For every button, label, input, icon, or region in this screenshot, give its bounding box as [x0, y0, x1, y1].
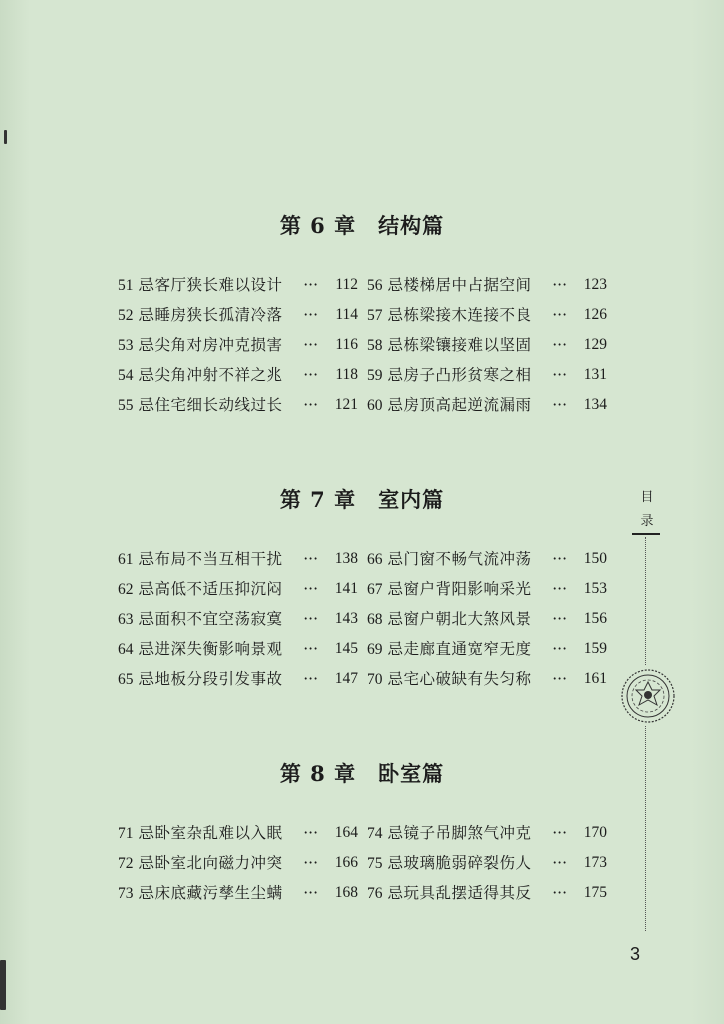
entry-title: 忌尖角对房冲克损害 [138, 336, 283, 354]
toc-entry[interactable] [367, 664, 607, 694]
side-label-bottom: 录 [640, 514, 654, 529]
toc-column-left [118, 818, 358, 908]
entry-number: 54 [118, 367, 134, 384]
chapter-heading [0, 484, 724, 514]
toc-column-right [367, 544, 607, 694]
entry-title: 忌栋梁接木连接不良 [387, 306, 532, 324]
entry-number: 58 [367, 337, 383, 354]
side-dotted-line [645, 726, 646, 931]
toc-entry[interactable] [367, 878, 607, 908]
chapter-number: 第 8 章 [279, 761, 357, 786]
entry-number: 62 [118, 581, 134, 598]
toc-column-right [367, 270, 607, 420]
leader-dots: ··· [552, 670, 567, 688]
entry-page-number: 141 [334, 580, 358, 597]
entry-page-number: 116 [335, 336, 358, 353]
entry-page-number: 129 [583, 336, 607, 353]
toc-entry[interactable] [118, 300, 358, 330]
entry-title: 忌住宅细长动线过长 [138, 396, 283, 414]
toc-entry[interactable] [118, 818, 358, 848]
entry-title: 忌床底藏污孳生尘螨 [138, 884, 283, 902]
entry-title: 忌卧室杂乱难以入眠 [138, 824, 283, 842]
toc-entry[interactable] [118, 878, 358, 908]
entry-page-number: 121 [334, 396, 358, 413]
toc-entry[interactable] [118, 360, 358, 390]
entry-title: 忌客厅狭长难以设计 [138, 276, 283, 294]
entry-number: 75 [367, 855, 383, 872]
entry-number: 67 [367, 581, 383, 598]
entry-page-number: 114 [335, 306, 358, 323]
entry-title: 忌进深失衡影响景观 [138, 640, 283, 658]
binding-mark [0, 960, 6, 1010]
toc-entry[interactable] [367, 330, 607, 360]
entry-number: 69 [367, 641, 383, 658]
entry-number: 66 [367, 551, 383, 568]
toc-entry[interactable] [118, 270, 358, 300]
entry-title: 忌玩具乱摆适得其反 [387, 884, 532, 902]
entry-page-number: 131 [583, 366, 607, 383]
entry-page-number: 159 [583, 640, 607, 657]
toc-entry[interactable] [367, 544, 607, 574]
entry-number: 59 [367, 367, 383, 384]
entry-title: 忌宅心破缺有失匀称 [387, 670, 532, 688]
leader-dots: ··· [303, 610, 318, 628]
entry-title: 忌卧室北向磁力冲突 [138, 854, 283, 872]
entry-number: 63 [118, 611, 134, 628]
entry-number: 56 [367, 277, 383, 294]
leader-dots: ··· [552, 640, 567, 658]
toc-column-left [118, 270, 358, 420]
entry-page-number: 138 [334, 550, 358, 567]
entry-title: 忌窗户朝北大煞风景 [387, 610, 532, 628]
toc-entry[interactable] [367, 574, 607, 604]
entry-number: 55 [118, 397, 134, 414]
chapter-heading [0, 758, 724, 788]
entry-page-number: 112 [335, 276, 358, 293]
chapter-title: 卧室篇 [378, 761, 445, 786]
entry-number: 76 [367, 885, 383, 902]
entry-number: 65 [118, 671, 134, 688]
leader-dots: ··· [303, 580, 318, 598]
toc-entry[interactable] [118, 390, 358, 420]
toc-entry[interactable] [118, 664, 358, 694]
entry-title: 忌门窗不畅气流冲荡 [387, 550, 532, 568]
leader-dots: ··· [552, 306, 567, 324]
leader-dots: ··· [552, 580, 567, 598]
side-dotted-line [645, 537, 646, 665]
toc-entry[interactable] [367, 634, 607, 664]
leader-dots: ··· [303, 550, 318, 568]
entry-number: 51 [118, 277, 134, 294]
entry-page-number: 143 [334, 610, 358, 627]
entry-number: 71 [118, 825, 134, 842]
entry-number: 52 [118, 307, 134, 324]
toc-entry[interactable] [118, 634, 358, 664]
toc-entry[interactable] [118, 604, 358, 634]
side-rule [632, 533, 660, 535]
toc-entry[interactable] [367, 818, 607, 848]
entry-title: 忌窗户背阳影响采光 [387, 580, 532, 598]
entry-title: 忌走廊直通宽窄无度 [387, 640, 532, 658]
side-label-top: 目 [640, 490, 654, 505]
toc-column-left [118, 544, 358, 694]
chapter-number: 第 7 章 [279, 487, 357, 512]
entry-page-number: 126 [583, 306, 607, 323]
entry-title: 忌镜子吊脚煞气冲克 [387, 824, 532, 842]
leader-dots: ··· [552, 854, 567, 872]
leader-dots: ··· [552, 824, 567, 842]
entry-page-number: 145 [334, 640, 358, 657]
chapter-number: 第 6 章 [279, 213, 357, 238]
entry-number: 74 [367, 825, 383, 842]
leader-dots: ··· [303, 306, 318, 324]
leader-dots: ··· [552, 276, 567, 294]
entry-page-number: 175 [583, 884, 607, 901]
toc-entry[interactable] [367, 390, 607, 420]
leader-dots: ··· [303, 884, 318, 902]
entry-title: 忌睡房狭长孤清冷落 [138, 306, 283, 324]
entry-title: 忌栋梁镶接难以坚固 [387, 336, 532, 354]
entry-title: 忌地板分段引发事故 [138, 670, 283, 688]
entry-number: 61 [118, 551, 134, 568]
leader-dots: ··· [552, 366, 567, 384]
entry-number: 53 [118, 337, 134, 354]
entry-page-number: 150 [583, 550, 607, 567]
leader-dots: ··· [552, 336, 567, 354]
chapter-title: 结构篇 [378, 213, 445, 238]
entry-title: 忌玻璃脆弱碎裂伤人 [387, 854, 532, 872]
entry-number: 60 [367, 397, 383, 414]
toc-column-right [367, 818, 607, 908]
entry-page-number: 118 [335, 366, 358, 383]
entry-page-number: 168 [334, 884, 358, 901]
leader-dots: ··· [303, 336, 318, 354]
entry-page-number: 161 [583, 670, 607, 687]
entry-page-number: 147 [334, 670, 358, 687]
leader-dots: ··· [303, 824, 318, 842]
entry-page-number: 153 [583, 580, 607, 597]
leader-dots: ··· [552, 610, 567, 628]
leader-dots: ··· [552, 396, 567, 414]
page-number: 3 [630, 944, 641, 964]
toc-entry[interactable] [118, 574, 358, 604]
entry-page-number: 123 [583, 276, 607, 293]
entry-title: 忌楼梯居中占据空间 [387, 276, 532, 294]
leader-dots: ··· [303, 670, 318, 688]
entry-page-number: 170 [583, 824, 607, 841]
entry-number: 64 [118, 641, 134, 658]
entry-page-number: 164 [334, 824, 358, 841]
entry-page-number: 156 [583, 610, 607, 627]
entry-number: 70 [367, 671, 383, 688]
entry-number: 73 [118, 885, 134, 902]
entry-title: 忌布局不当互相干扰 [138, 550, 283, 568]
entry-number: 72 [118, 855, 134, 872]
entry-number: 57 [367, 307, 383, 324]
chapter-title: 室内篇 [378, 487, 445, 512]
leader-dots: ··· [303, 854, 318, 872]
toc-entry[interactable] [118, 848, 358, 878]
toc-entry[interactable] [367, 604, 607, 634]
leader-dots: ··· [552, 884, 567, 902]
entry-title: 忌房子凸形贫寒之相 [387, 366, 532, 384]
entry-title: 忌尖角冲射不祥之兆 [138, 366, 283, 384]
binding-mark [4, 130, 7, 144]
toc-entry[interactable] [118, 330, 358, 360]
toc-entry[interactable] [367, 300, 607, 330]
entry-title: 忌面积不宜空荡寂寞 [138, 610, 283, 628]
entry-number: 68 [367, 611, 383, 628]
entry-page-number: 134 [583, 396, 607, 413]
leader-dots: ··· [303, 640, 318, 658]
toc-entry[interactable] [367, 848, 607, 878]
entry-page-number: 166 [334, 854, 358, 871]
chapter-heading [0, 210, 724, 240]
entry-title: 忌高低不适压抑沉闷 [138, 580, 283, 598]
toc-entry[interactable] [118, 544, 358, 574]
entry-title: 忌房顶高起逆流漏雨 [387, 396, 532, 414]
toc-entry[interactable] [367, 360, 607, 390]
entry-page-number: 173 [583, 854, 607, 871]
toc-entry[interactable] [367, 270, 607, 300]
leader-dots: ··· [303, 366, 318, 384]
ornament-emblem-icon [620, 668, 676, 724]
leader-dots: ··· [303, 276, 318, 294]
leader-dots: ··· [552, 550, 567, 568]
leader-dots: ··· [303, 396, 318, 414]
